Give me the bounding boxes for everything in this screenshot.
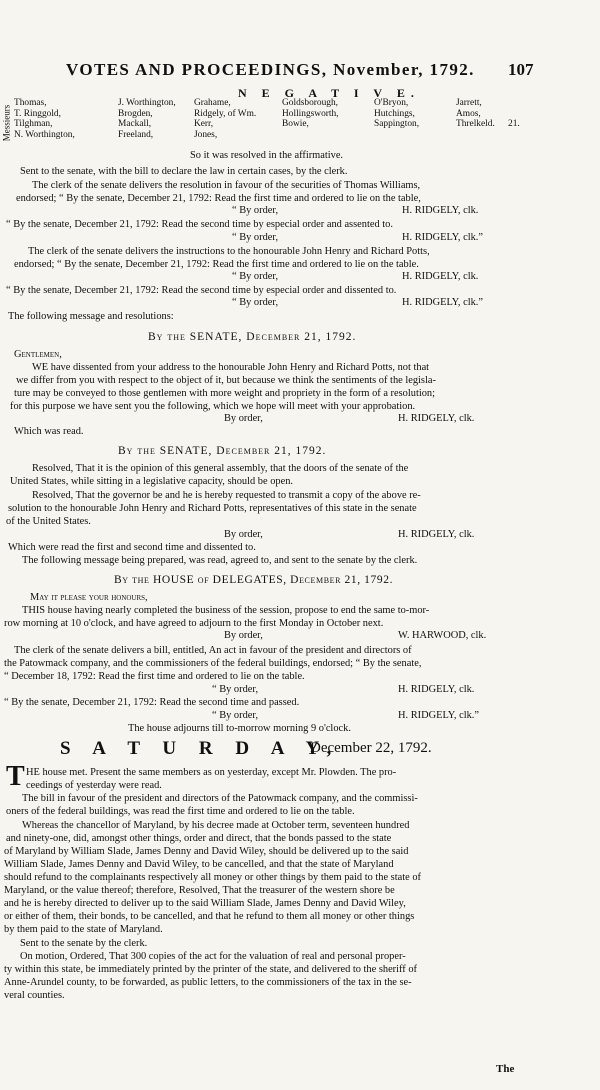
text-line: of the United States. (6, 516, 91, 527)
text-line: Resolved, That it is the opinion of this general assembly, that the doors of the senate of the (32, 463, 409, 474)
negative-votes-table (14, 98, 520, 140)
text-line: Anne-Arundel county, to be forwarded, as public letters, to the commissioners of the tax in the se- (4, 977, 412, 988)
name-cell: Freeland, (118, 129, 154, 140)
text-line: by them paid to the state of Maryland. (4, 924, 163, 935)
name-cell: Tilghman, (14, 119, 53, 130)
signature-line: H. RIDGELY, clk. (402, 271, 479, 282)
name-cell: Hutchings, (374, 108, 415, 119)
text-line: “ December 18, 1792: Read the first time and ordered to lie on the table. (4, 671, 305, 682)
text-line: “ By order, (232, 205, 279, 216)
text-line: “ By order, (212, 710, 259, 721)
text-line: row morning at 10 o'clock, and have agreed to adjourn to the first Monday in October next. (4, 618, 384, 629)
table-row (14, 119, 520, 130)
table-row (14, 130, 520, 141)
text-line: oners of the federal buildings, was read the first time and ordered to lie on the table. (6, 806, 355, 817)
section-heading: By the SENATE, December 21, 1792. (148, 331, 357, 343)
signature-line: H. RIDGELY, clk.” (402, 232, 484, 243)
text-line: United States, while sitting in a legislative capacity, should be open. (10, 476, 293, 487)
text-line: Resolved, That the governor be and he is hereby requested to transmit a copy of the above re- (32, 490, 421, 501)
text-line: “ By the senate, December 21, 1792: Read the second time by especial order and dissented to. (6, 285, 397, 296)
name-cell: N. Worthington, (14, 129, 75, 140)
text-line: should refund to the complainants respectively all money or other things by them paid to the state of (4, 872, 421, 883)
text-line: The house adjourns till to-morrow morning 9 o'clock. (128, 723, 351, 734)
text-line: “ By order, (232, 297, 279, 308)
name-cell: J. Worthington, (118, 98, 176, 108)
negative-heading: N E G A T I V E. (238, 86, 420, 100)
text-line: HE house met. Present the same members as on yesterday, except Mr. Plowden. The pro- (26, 767, 397, 778)
text-line: The clerk of the senate delivers the resolution in favour of the securities of Thomas Williams, (32, 180, 421, 191)
signature-line: H. RIDGELY, clk. (398, 684, 475, 695)
text-line: Which were read the first and second time and dissented to. (8, 542, 256, 553)
text-line: THIS house having nearly completed the business of the session, propose to end the same to-mor- (22, 605, 430, 616)
text-line: solution to the honourable John Henry and Richard Potts, representatives of this state in the senate (8, 503, 417, 514)
text-line: “ By order, (232, 271, 279, 282)
table-row (14, 109, 520, 120)
signature-line: H. RIDGELY, clk.” (398, 710, 480, 721)
text-line: The following message being prepared, was read, agreed to, and sent to the senate by the clerk. (22, 555, 418, 566)
text-line: The clerk of the senate delivers the instructions to the honourable John Henry and Richard Potts, (28, 246, 430, 257)
text-line: By order, (224, 630, 263, 641)
text-line: the Patowmack company, and the commissioners of the federal buildings, endorsed; “ By the senate, (4, 658, 422, 669)
name-cell: Threlkeld. (456, 119, 495, 130)
messieurs-side-label: Messieurs (1, 104, 12, 142)
name-cell: Mackall, (118, 119, 152, 130)
text-line: and ninety-one, did, amongst other things, order and direct, that the bonds passed to the state (6, 833, 392, 844)
name-cell: Kerr, (194, 119, 214, 130)
name-cell: Hollingsworth, (282, 108, 339, 119)
name-cell: 21. (508, 119, 520, 130)
signature-line: H. RIDGELY, clk.” (402, 297, 484, 308)
name-cell: O'Bryon, (374, 98, 409, 108)
signature-line: H. RIDGELY, clk. (402, 205, 479, 216)
name-cell (456, 130, 508, 141)
text-line: “ By order, (232, 232, 279, 243)
drop-cap: T (6, 761, 25, 792)
text-line: Sent to the senate, with the bill to declare the law in certain cases, by the clerk. (20, 166, 348, 177)
salutation: May it please your honours, (30, 592, 148, 603)
text-line: Whereas the chancellor of Maryland, by his decree made at October term, seventeen hundred (22, 820, 410, 831)
section-heading: By the HOUSE of DELEGATES, December 21, 1792. (114, 574, 394, 586)
name-cell: Thomas, (14, 98, 47, 108)
name-cell (508, 130, 520, 141)
name-cell: Brogden, (118, 108, 153, 119)
name-cell: Sappington, (374, 119, 420, 130)
text-line: Sent to the senate by the clerk. (20, 938, 148, 949)
signature-line: W. HARWOOD, clk. (398, 630, 487, 641)
name-cell: Bowie, (282, 119, 309, 130)
text-line: or either of them, their bonds, to be cancelled, and that he refund to them all money or other things (4, 911, 415, 922)
name-cell (374, 130, 456, 141)
running-header: VOTES AND PROCEEDINGS, November, 1792. (66, 60, 475, 79)
section-heading: By the SENATE, December 21, 1792. (118, 445, 327, 457)
name-cell (508, 109, 520, 120)
text-line: Which was read. (14, 426, 84, 437)
text-line: ture may be conveyed to those gentlemen with more weight and propriety in the form of a resolution; (14, 388, 435, 399)
name-cell: Jones, (194, 129, 218, 140)
text-line: endorsed; “ By the senate, December 21, 1792: Read the first time and ordered to lie on the table, (16, 193, 421, 204)
name-cell: Jarrett, (456, 98, 482, 108)
text-line: On motion, Ordered, That 300 copies of the act for the valuation of real and personal proper- (20, 951, 406, 962)
name-cell (282, 130, 374, 141)
text-line: ty within this state, be immediately printed by the printer of the state, and delivered to the sheriff of (4, 964, 418, 975)
text-line: “ By the senate, December 21, 1792: Read the second time and passed. (4, 697, 300, 708)
signature-line: H. RIDGELY, clk. (398, 413, 475, 424)
text-line: ceedings of yesterday were read. (26, 780, 162, 791)
text-line: endorsed; “ By the senate, December 21, 1792: Read the first time and ordered to lie on the table. (14, 259, 419, 270)
text-line: “ By the senate, December 21, 1792: Read the second time by especial order and assented to. (6, 219, 393, 230)
name-cell: Grahame, (194, 98, 231, 108)
day-heading-date: December 22, 1792. (310, 740, 432, 756)
text-line: By order, (224, 413, 263, 424)
text-line: WE have dissented from your address to the honourable John Henry and Richard Potts, not that (32, 362, 430, 373)
text-line: veral counties. (4, 990, 65, 1001)
text-line: William Slade, James Denny and David Wiley, to be cancelled, and that the state of Maryland (4, 859, 394, 870)
text-line: we differ from you with respect to the object of it, but because we think the sentiments of the legisla- (16, 375, 436, 386)
text-line: and he is hereby directed to deliver up to the said William Slade, James Denny and David Wiley, (4, 898, 406, 909)
name-cell: Ridgely, of Wm. (194, 108, 257, 119)
text-line: “ By order, (212, 684, 259, 695)
text-line: for this purpose we have sent you the following, which we hope will meet with your approbation. (10, 401, 416, 412)
text-line: The following message and resolutions: (8, 311, 174, 322)
signature-line: H. RIDGELY, clk. (398, 529, 475, 540)
text-line: Maryland, or the value thereof; therefore, Resolved, That the treasurer of the western shore be (4, 885, 395, 896)
table-row (14, 98, 520, 109)
text-line: The clerk of the senate delivers a bill, entitled, An act in favour of the president and directors of (14, 645, 412, 656)
text-line: of Maryland by William Slade, James Denny and David Wiley, should be delivered up to the said (4, 846, 409, 857)
text-line: So it was resolved in the affirmative. (190, 150, 344, 161)
day-heading: S A T U R D A Y, (60, 738, 341, 759)
name-cell (508, 98, 520, 109)
name-cell: T. Ringgold, (14, 108, 61, 119)
page-number: 107 (508, 60, 534, 79)
text-line: The bill in favour of the president and directors of the Patowmack company, and the commissi- (22, 793, 418, 804)
catchword: The (496, 1063, 515, 1075)
text-line: By order, (224, 529, 263, 540)
name-cell: Goldsborough, (282, 98, 338, 108)
name-cell: Amos, (456, 108, 481, 119)
salutation: Gentlemen, (14, 349, 62, 360)
